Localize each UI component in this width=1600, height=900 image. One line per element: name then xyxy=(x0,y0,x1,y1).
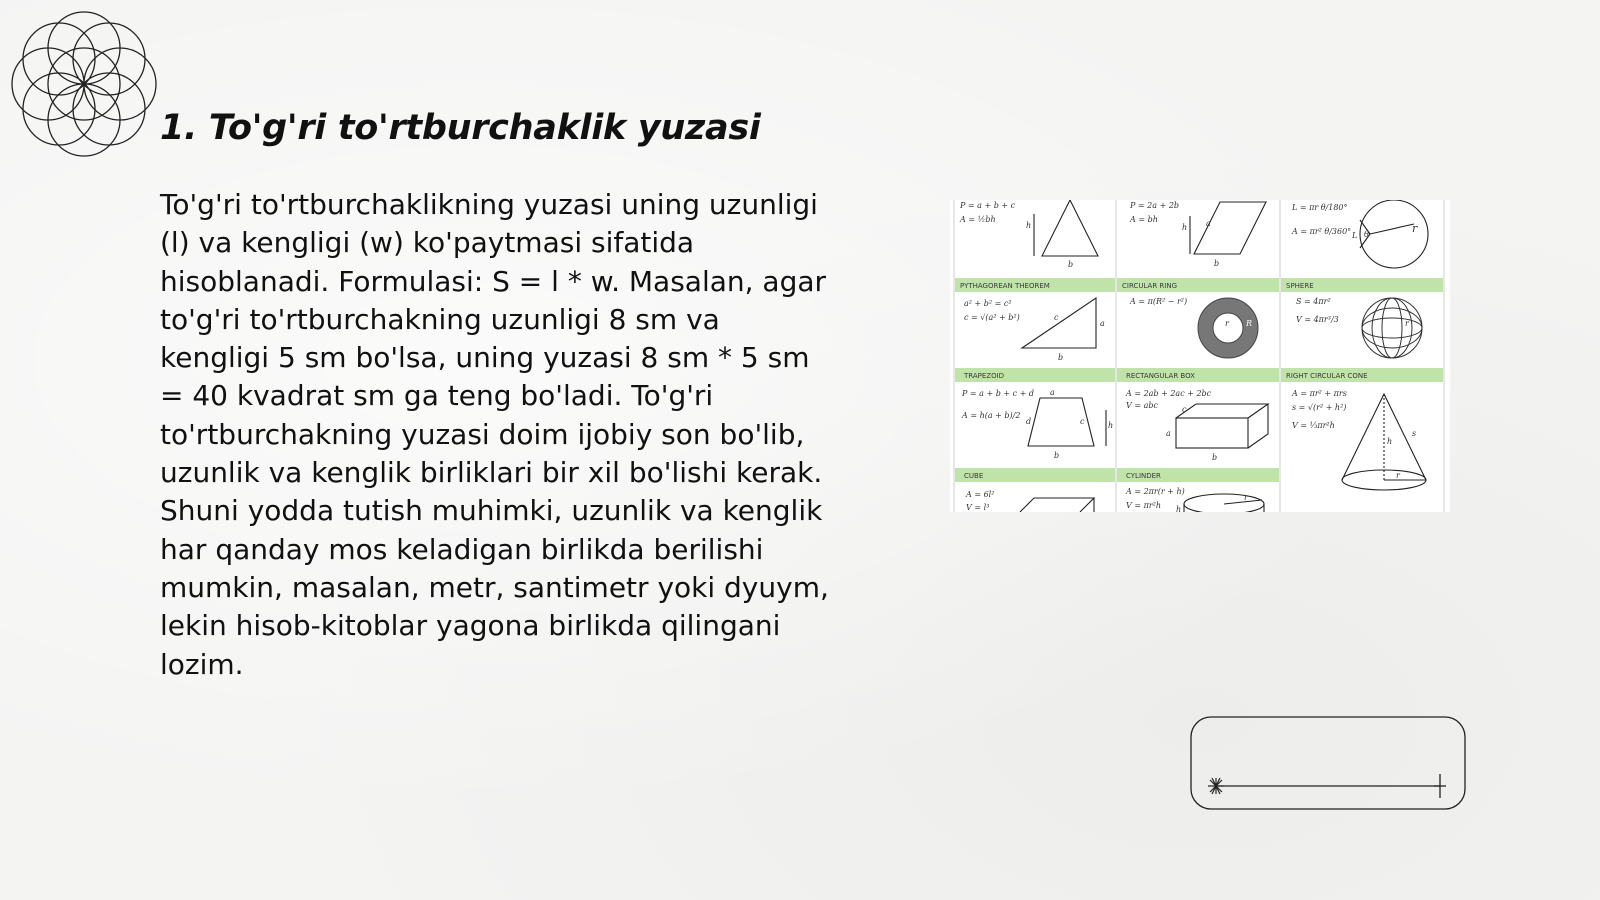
cone-formula-3: V = ⅓πr²h xyxy=(1292,421,1335,430)
sector-formula-2: A = πr² θ/360° xyxy=(1292,227,1352,236)
triangle-icon xyxy=(1034,200,1098,256)
header-cylinder: CYLINDER xyxy=(1126,472,1161,480)
header-cube: CUBE xyxy=(964,472,984,480)
pythagorean-formula-1: a² + b² = c² xyxy=(964,299,1012,308)
sphere-icon xyxy=(1362,298,1422,358)
triangle-label-b: b xyxy=(1068,260,1074,269)
pythagorean-label-c: c xyxy=(1054,313,1059,322)
triangle-formula-1: P = a + b + c xyxy=(960,201,1016,210)
box-label-a: a xyxy=(1166,429,1171,438)
cone-label-r: r xyxy=(1396,471,1400,480)
cone-formula-1: A = πr² + πrs xyxy=(1292,389,1347,398)
trapezoid-label-d: d xyxy=(1026,417,1032,426)
trapezoid-label-c: c xyxy=(1080,417,1085,426)
rectangular-box-icon xyxy=(1176,404,1268,448)
trapezoid-label-h: h xyxy=(1108,421,1114,430)
parallelogram-label-a: a xyxy=(1206,219,1211,228)
cone-label-s: s xyxy=(1412,429,1417,438)
header-right-circular-cone: RIGHT CIRCULAR CONE xyxy=(1286,372,1368,380)
trapezoid-formula-1: P = a + b + c + d xyxy=(962,389,1035,398)
parallelogram-formula-2: A = bh xyxy=(1130,215,1158,224)
parallelogram-formula-1: P = 2a + 2b xyxy=(1130,201,1180,210)
cone-formula-2: s = √(r² + h²) xyxy=(1292,403,1347,412)
parallelogram-icon xyxy=(1190,202,1266,254)
header-trapezoid: TRAPEZOID xyxy=(964,372,1005,380)
header-pythagorean: PYTHAGOREAN THEOREM xyxy=(960,282,1050,290)
circular-ring-icon xyxy=(1198,298,1258,358)
decorative-circles-icon xyxy=(10,10,158,158)
cylinder-icon xyxy=(1184,494,1264,512)
header-rectangular-box: RECTANGULAR BOX xyxy=(1126,372,1195,380)
cylinder-formula-1: A = 2πr(r + h) xyxy=(1126,487,1185,496)
geometry-formula-sheet xyxy=(950,200,1450,512)
trapezoid-label-a: a xyxy=(1050,388,1055,397)
sector-formula-1: L = πr θ/180° xyxy=(1292,203,1348,212)
pythagorean-label-a: a xyxy=(1100,319,1105,328)
body-paragraph: To'g'ri to'rtburchaklikning yuzasi uning uzunligi (l) va kengligi (w) ko'paytmasi sifatida hisoblanadi. Formulasi: S = l * w. Masalan, agar to'g'ri to'rtburchakning uzunligi 8 sm va kengligi 5 sm bo'lsa, uning yuzasi 8 sm * 5 sm = 40 kvadrat sm ga teng bo'ladi. To'g'ri to'rtburchakning yuzasi doim ijobiy son bo'lib, uzunlik va kenglik birliklari bir xil bo'lishi kerak. Shuni yodda tutish muhimki, uzunlik va kenglik har qanday mos keladigan birlikda berilishi mumkin, masalan, metr, santimetr yoki dyuym, lekin hisob-kitoblar yagona birlikda qilingani lozim. xyxy=(160,188,829,681)
sphere-formula-2: V = 4πr³/3 xyxy=(1296,315,1339,324)
box-formula-2: V = abc xyxy=(1126,401,1158,410)
ring-formula: A = π(R² − r²) xyxy=(1130,297,1188,306)
ring-label-big-r: R xyxy=(1246,319,1253,328)
sphere-label-r: r xyxy=(1405,319,1409,328)
sector-label-theta: θ xyxy=(1364,230,1369,239)
header-sphere: SPHERE xyxy=(1286,282,1314,290)
box-label-b: b xyxy=(1212,453,1218,462)
cube-formula-1: A = 6l² xyxy=(966,490,995,499)
decorative-line-box-icon xyxy=(1190,716,1466,810)
header-circular-ring: CIRCULAR RING xyxy=(1122,282,1178,290)
cylinder-label-r: r xyxy=(1244,493,1248,502)
ring-label-r: r xyxy=(1225,319,1229,328)
trapezoid-icon xyxy=(1028,398,1106,446)
parallelogram-label-b: b xyxy=(1214,259,1220,268)
cube-icon xyxy=(1020,498,1094,512)
box-formula-1: A = 2ab + 2ac + 2bc xyxy=(1126,389,1212,398)
cylinder-formula-2: V = πr²h xyxy=(1126,501,1162,510)
pythagorean-formula-2: c = √(a² + b²) xyxy=(964,313,1020,322)
right-triangle-icon xyxy=(1022,298,1096,348)
trapezoid-formula-2: A = h(a + b)/2 xyxy=(962,411,1021,420)
cone-label-h: h xyxy=(1387,437,1393,446)
box-label-c: c xyxy=(1182,405,1187,414)
cylinder-label-h: h xyxy=(1176,505,1182,512)
triangle-formula-2: A = ½bh xyxy=(960,215,996,224)
sector-label-l: L xyxy=(1352,231,1358,240)
cube-formula-2: V = l³ xyxy=(966,503,990,512)
slide-title: 1. To'g'ri to'rtburchaklik yuzasi xyxy=(160,108,761,148)
triangle-label-h: h xyxy=(1026,221,1032,230)
cone-icon xyxy=(1342,394,1426,490)
trapezoid-label-b: b xyxy=(1054,451,1060,460)
sphere-formula-1: S = 4πr² xyxy=(1296,297,1331,306)
sector-label-r: r xyxy=(1412,222,1418,235)
circle-sector-icon xyxy=(1360,200,1428,268)
parallelogram-label-h: h xyxy=(1182,223,1188,232)
pythagorean-label-b: b xyxy=(1058,353,1064,362)
